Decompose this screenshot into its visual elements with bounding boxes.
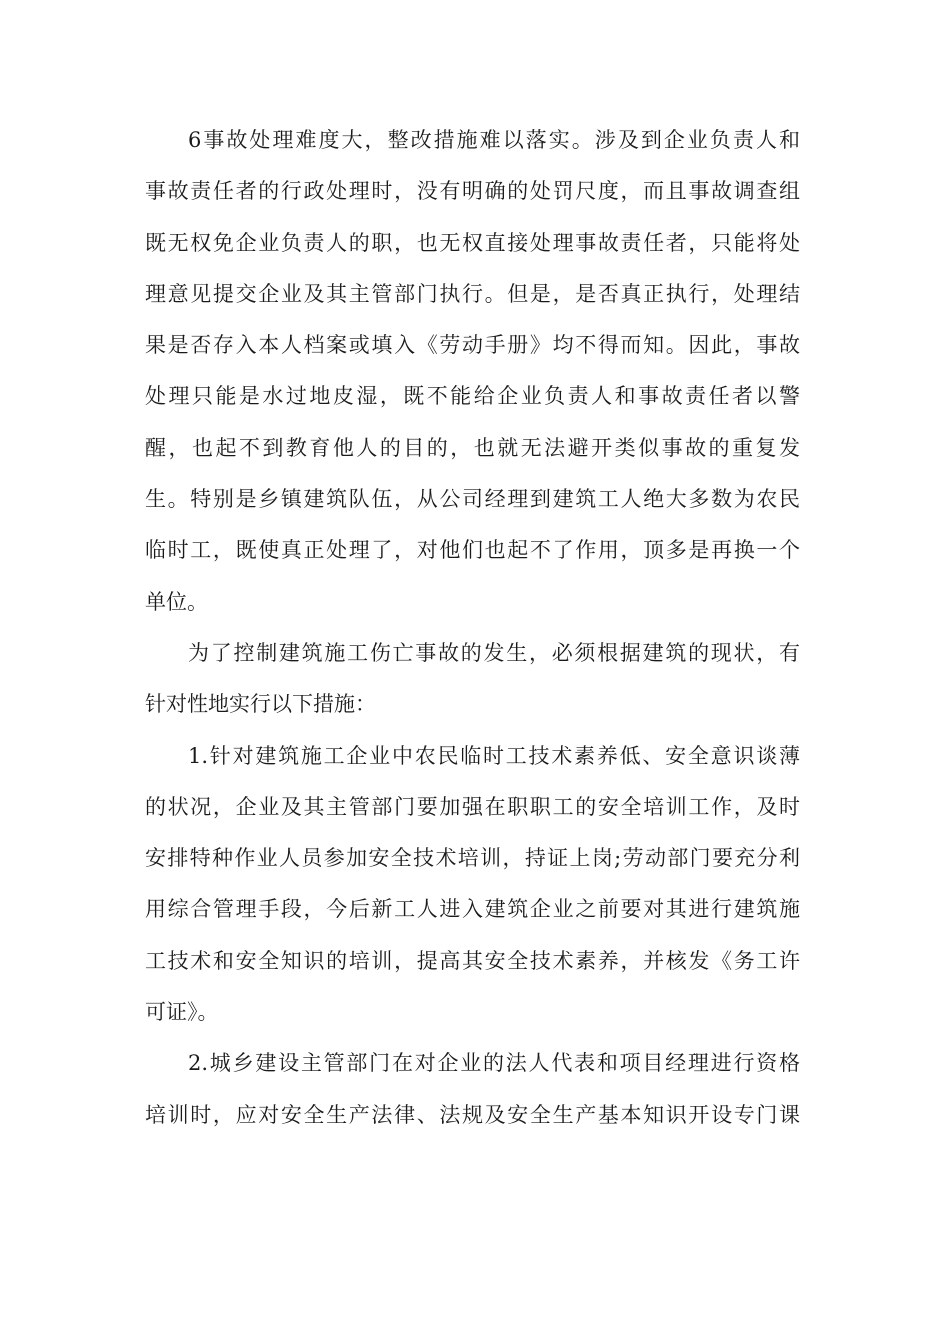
text-line: 临时工，既使真正处理了，对他们也起不了作用，顶多是再换一个 [145,538,800,563]
text-line: 果是否存入本人档案或填入《劳动手册》均不得而知。因此，事故 [145,333,800,358]
text-line: 的状况，企业及其主管部门要加强在职职工的安全培训工作，及时 [145,794,800,819]
text-line: 事故责任者的行政处理时，没有明确的处罚尺度，而且事故调查组 [145,179,800,204]
text-line: 理意见提交企业及其主管部门执行。但是，是否真正执行，处理结 [145,281,800,306]
text-line: 处理只能是水过地皮湿，既不能给企业负责人和事故责任者以警 [145,384,800,409]
document-body [145,115,800,1141]
paragraph-accident-handling [145,115,800,628]
paragraph-measures-intro [145,628,800,731]
paragraph-measure-1 [145,731,800,1039]
text-line: 培训时，应对安全生产法律、法规及安全生产基本知识开设专门课 [145,1102,800,1127]
text-line: 生。特别是乡镇建筑队伍，从公司经理到建筑工人绝大多数为农民 [145,487,800,512]
text-line: 用综合管理手段，今后新工人进入建筑企业之前要对其进行建筑施 [145,897,800,922]
text-line: 2.城乡建设主管部门在对企业的法人代表和项目经理进行资格 [188,1051,800,1076]
text-line: 工技术和安全知识的培训，提高其安全技术素养，并核发《务工许 [145,948,800,973]
text-line: 6事故处理难度大，整改措施难以落实。涉及到企业负责人和 [188,128,800,152]
text-line: 为了控制建筑施工伤亡事故的发生，必须根据建筑的现状，有 [188,640,800,665]
text-line: 既无权免企业负责人的职，也无权直接处理事故责任者，只能将处 [145,230,800,255]
paragraph-measure-2 [145,1038,800,1141]
text-line: 单位。 [145,589,208,614]
text-line: 1.针对建筑施工企业中农民临时工技术素养低、安全意识谈薄 [188,743,800,768]
text-line: 针对性地实行以下措施： [145,692,376,717]
text-line: 可证》。 [145,1000,219,1025]
text-line: 醒，也起不到教育他人的目的，也就无法避开类似事故的重复发 [145,435,800,460]
text-line: 安排特种作业人员参加安全技术培训，持证上岗;劳动部门要充分利 [145,846,800,871]
